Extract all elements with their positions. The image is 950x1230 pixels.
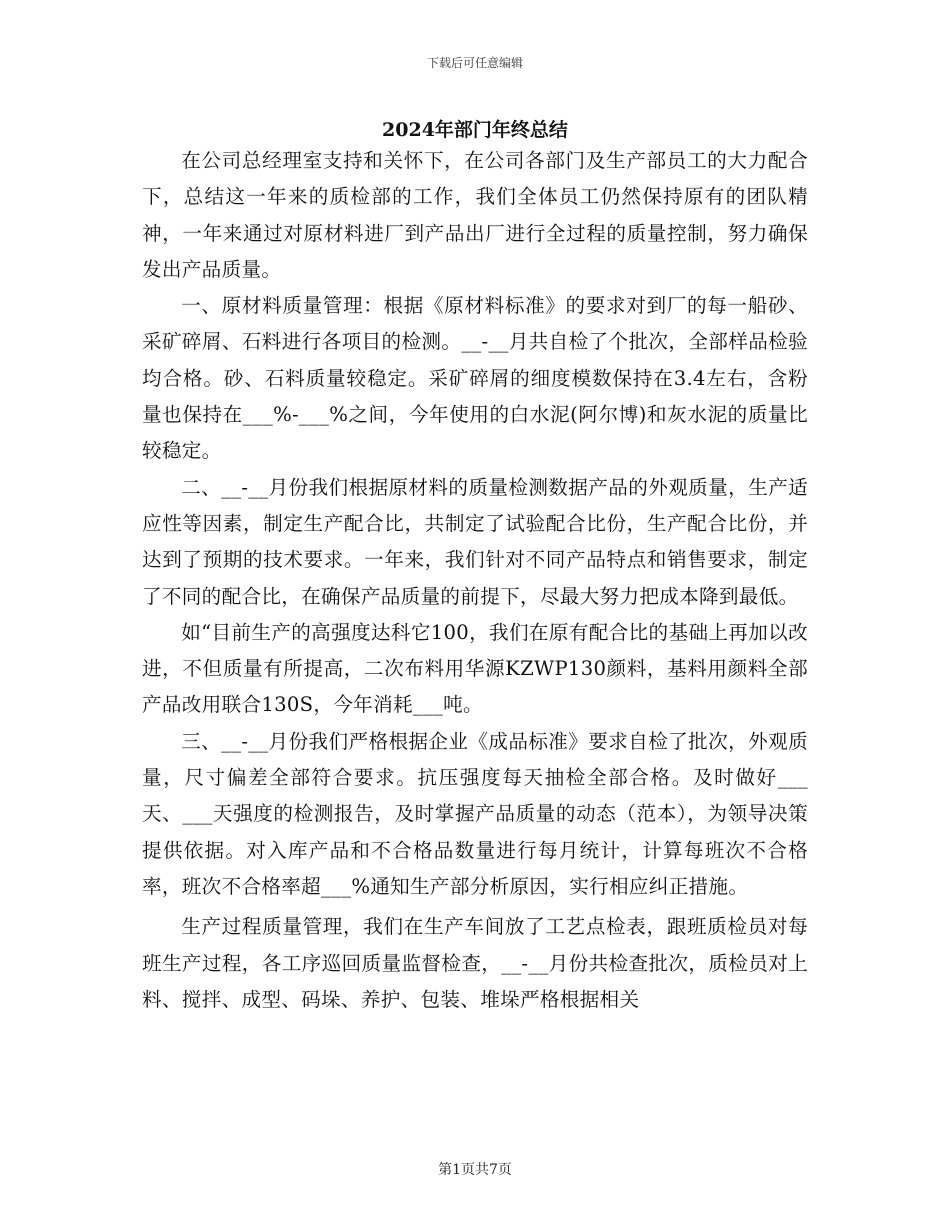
paragraph-mix-ratio: 二、__-__月份我们根据原材料的质量检测数据产品的外观质量，生产适应性等因素，制定生产配合比，共制定了试验配合比份，生产配合比份，并达到了预期的技术要求。一年来，我们针对不同产品特点和销售要求，制定了不同的配合比，在确保产品质量的前提下，尽最大努力把成本降到最低。 — [142, 475, 808, 608]
paragraph-finished-products: 三、__-__月份我们严格根据企业《成品标准》要求自检了批次，外观质量，尺寸偏差全部符合要求。抗压强度每天抽检全部合格。及时做好___天、___天强度的检测报告，及时掌握产品质量的动态（范本），为领导决策提供依据。对入库产品和不合格品数量进行每月统计，计算每班次不合格率，班次不合格率超___%通知生产部分析原因，实行相应纠正措施。 — [142, 729, 808, 898]
page-number: 第1页共7页 — [438, 1162, 512, 1178]
header-note: 下载后可任意编辑 — [426, 56, 523, 70]
paragraph-raw-materials: 一、原材料质量管理：根据《原材料标准》的要求对到厂的每一船砂、采矿碎屑、石料进行各项目的检测。__-__月共自检了个批次，全部样品检验均合格。砂、石料质量较稳定。采矿碎屑的细度模数保持在3.4左右，含粉量也保持在___%-___%之间，今年使用的白水泥(阿尔博)和灰水泥的质量比较稳定。 — [142, 294, 808, 463]
paragraph-process-control: 生产过程质量管理，我们在生产车间放了工艺点检表，跟班质检员对每班生产过程，各工序巡回质量监督检查，__-__月份共检查批次，质检员对上料、搅拌、成型、码垛、养护、包装、堆垛严格根据相关 — [142, 915, 808, 1011]
paragraph-intro: 在公司总经理室支持和关怀下，在公司各部门及生产部员工的大力配合下，总结这一年来的质检部的工作，我们全体员工仍然保持原有的团队精神，一年来通过对原材料进厂到产品出厂进行全过程的质量控制，努力确保发出产品质量。 — [142, 149, 808, 281]
paragraph-dakota: 如“目前生产的高强度达科它100，我们在原有配合比的基础上再加以改进，不但质量有所提高，二次布料用华源KZWP130颜料，基料用颜料全部产品改用联合130S，今年消耗___吨。 — [142, 620, 808, 717]
document-body — [142, 143, 808, 1018]
document-title: 2024年部门年终总结 — [382, 119, 568, 141]
